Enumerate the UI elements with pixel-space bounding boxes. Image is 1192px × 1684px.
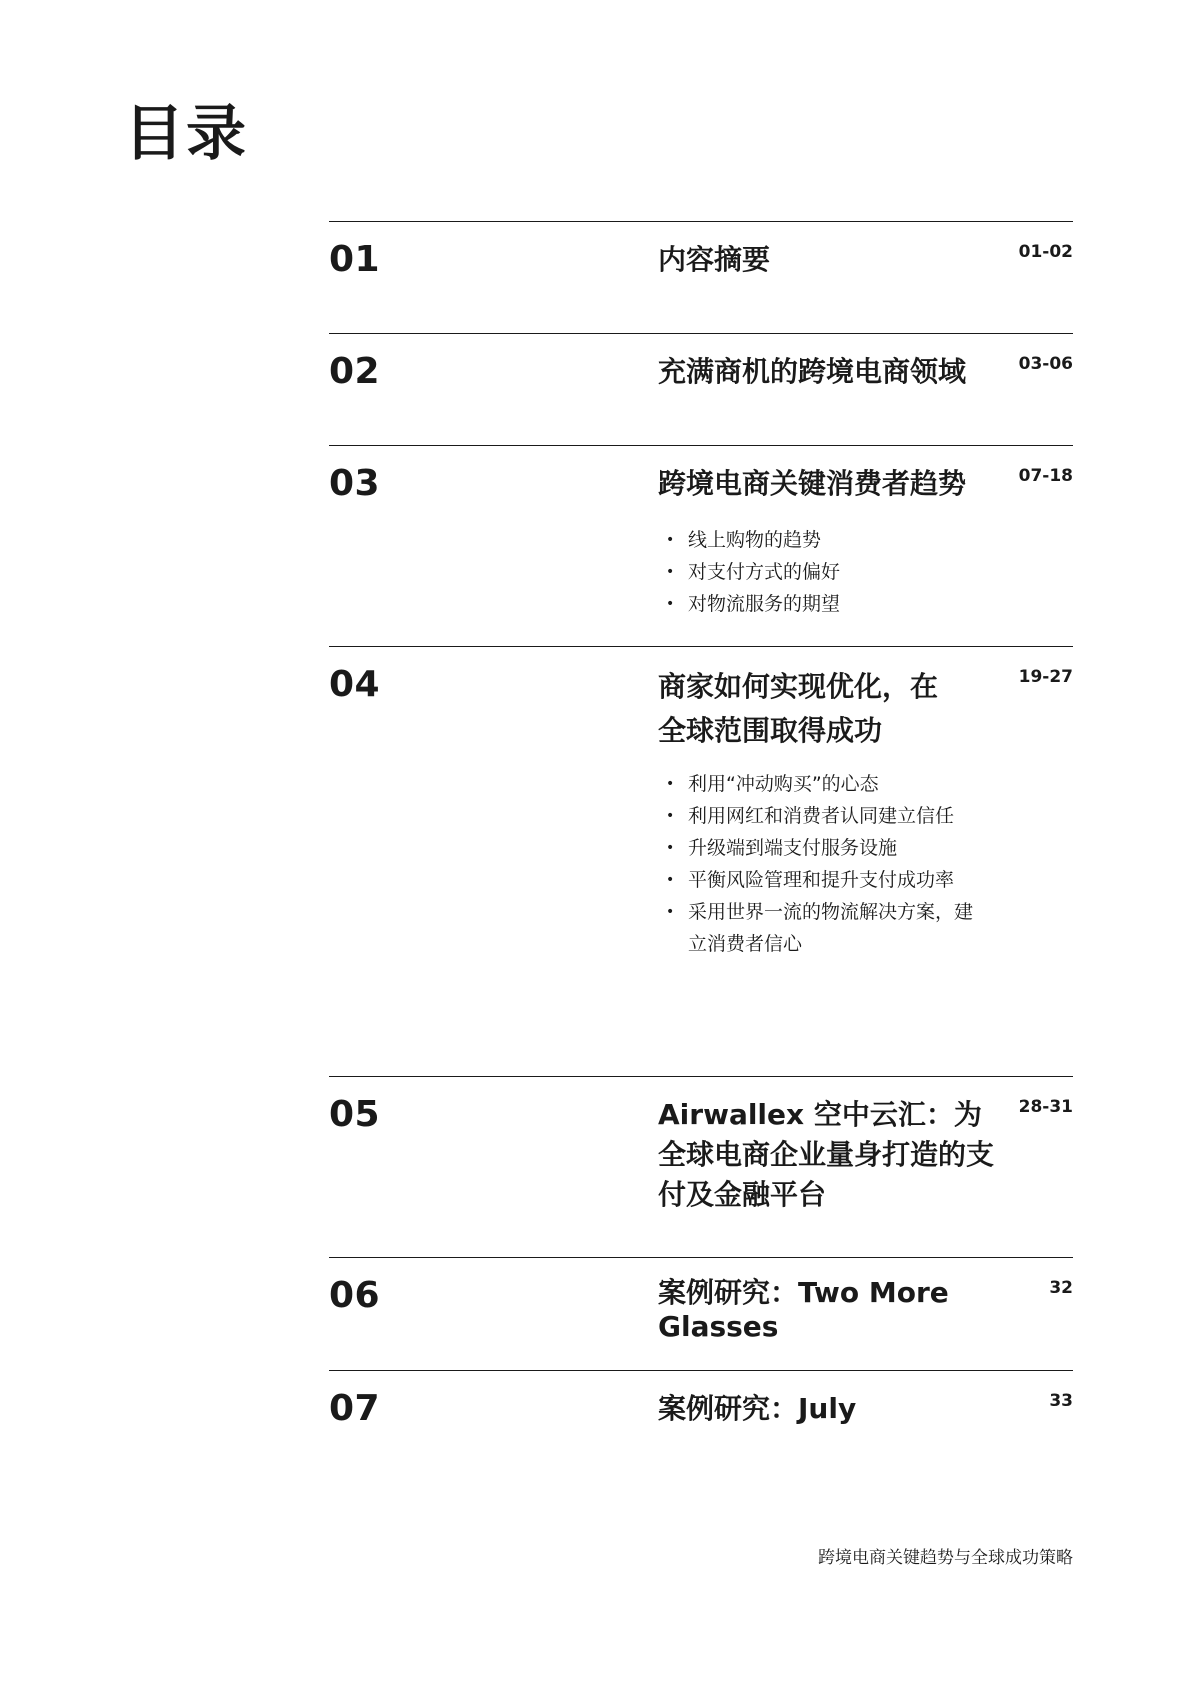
toc-entry-number: 03 [329, 463, 381, 504]
toc-entry-02[interactable] [329, 333, 1073, 445]
toc-entry-pages: 03-06 [1018, 354, 1073, 374]
toc-entry-number: 02 [329, 351, 381, 392]
toc-subitem[interactable]: • 升级端到端支付服务设施 [666, 832, 1006, 864]
footer-report-title: 跨境电商关键趋势与全球成功策略 [818, 1548, 1073, 1568]
toc-entry-04[interactable] [329, 646, 1073, 1076]
toc-subitem[interactable]: • 对物流服务的期望 [666, 588, 1006, 620]
toc-subitem[interactable]: • 利用“冲动购买”的心态 [666, 768, 1006, 800]
toc-subitem-list [666, 524, 1006, 620]
toc-subitem[interactable]: • 平衡风险管理和提升支付成功率 [666, 864, 1006, 896]
toc-subitem[interactable]: • 利用网红和消费者认同建立信任 [666, 800, 1006, 832]
toc-entry-title[interactable]: 内容摘要 [658, 243, 771, 276]
toc-subitem[interactable]: • 对支付方式的偏好 [666, 556, 1006, 588]
page-title: 目录 [124, 99, 248, 169]
toc-entry-number: 07 [329, 1388, 381, 1429]
toc-entry-pages: 33 [1049, 1391, 1073, 1411]
toc-entry-number: 01 [329, 239, 381, 280]
toc-entry-pages: 28-31 [1018, 1097, 1073, 1117]
toc-entry-pages: 19-27 [1018, 667, 1073, 687]
toc-entry-title[interactable]: 充满商机的跨境电商领域 [658, 355, 967, 388]
toc-entry-05[interactable] [329, 1076, 1073, 1257]
toc-entry-title[interactable]: 跨境电商关键消费者趋势 [658, 467, 967, 500]
toc-entry-pages: 07-18 [1018, 466, 1073, 486]
toc-entry-01[interactable] [329, 221, 1073, 333]
toc-entry-03[interactable] [329, 445, 1073, 646]
toc-entry-pages: 01-02 [1018, 242, 1073, 262]
toc-entry-title[interactable]: 商家如何实现优化，在全球范围取得成功 [658, 670, 939, 747]
toc-subitem-list [666, 768, 1006, 960]
toc-entry-pages: 32 [1049, 1278, 1073, 1298]
toc-entry-06[interactable] [329, 1257, 1073, 1370]
toc-entry-title[interactable]: Airwallex 空中云汇：为全球电商企业量身打造的支付及金融平台 [658, 1098, 995, 1211]
toc-entry-title[interactable]: 案例研究：Two More Glasses [658, 1276, 949, 1343]
toc-subitem[interactable]: • 采用世界一流的物流解决方案，建立消费者信心 [666, 896, 988, 960]
toc-entry-number: 04 [329, 664, 381, 705]
table-of-contents [329, 221, 1073, 1471]
toc-entry-title[interactable]: 案例研究：July [658, 1392, 857, 1425]
toc-subitem[interactable]: • 线上购物的趋势 [666, 524, 1006, 556]
toc-entry-07[interactable] [329, 1370, 1073, 1471]
toc-entry-number: 05 [329, 1094, 381, 1135]
toc-entry-number: 06 [329, 1275, 381, 1316]
